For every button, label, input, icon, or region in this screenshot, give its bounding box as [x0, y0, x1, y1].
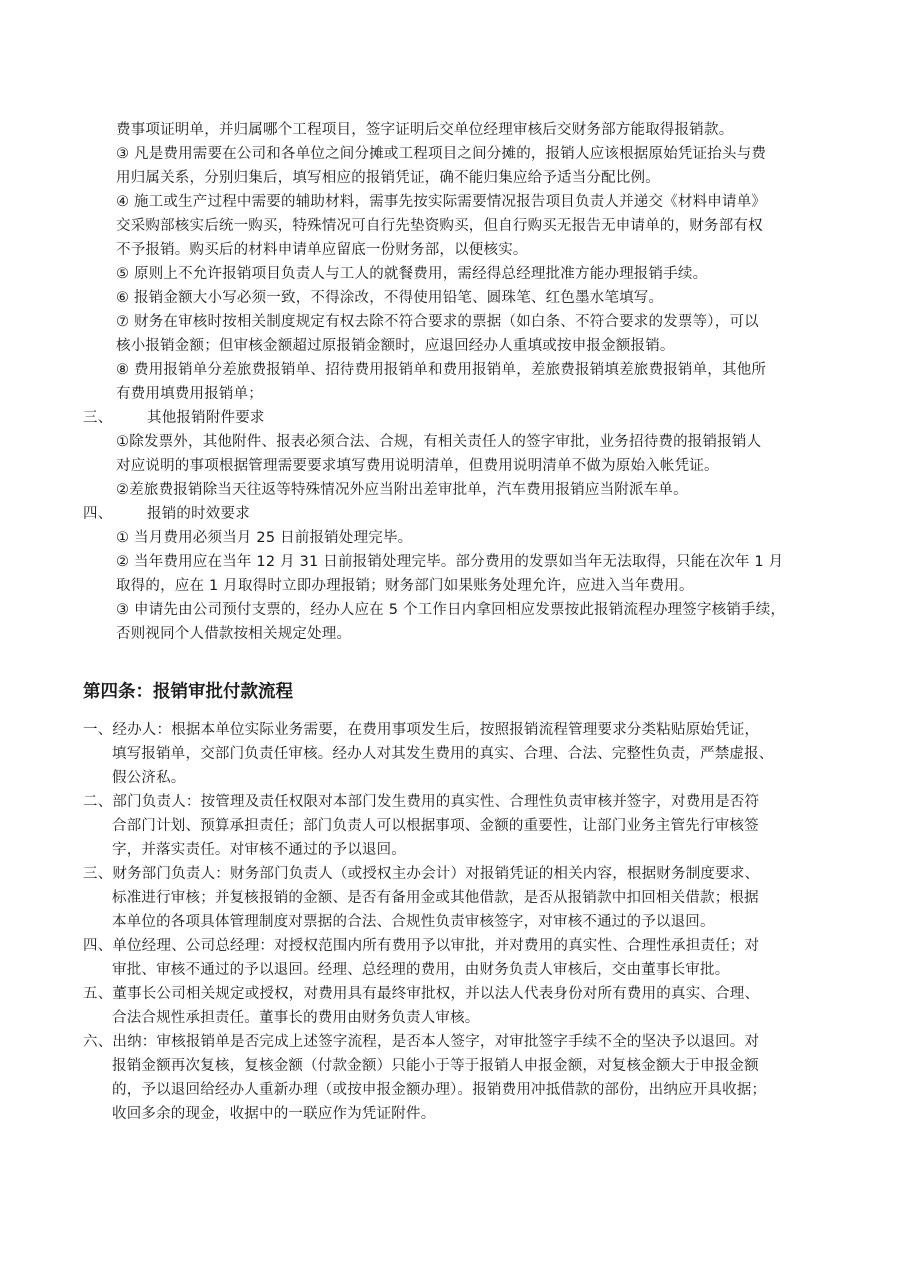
paragraph-line: 交采购部核实后统一购买，特殊情况可自行先垫资购买，但自行购买无报告无申请单的，财务部有权 — [116, 218, 763, 234]
paragraph-line: 三、财务部门负责人：财务部门负责人（或授权主办会计）对报销凭证的相关内容，根据财务制度要求、 — [83, 866, 760, 882]
section-title: 其他报销附件要求 — [147, 410, 265, 426]
paragraph-line: 费事项证明单，并归属哪个工程项目，签字证明后交单位经理审核后交财务部方能取得报销款。 — [116, 122, 734, 138]
section-number: 三、 — [83, 410, 113, 426]
paragraph-line: 的，予以退回给经办人重新办理（或按申报金额办理）。报销费用冲抵借款的部份，出纳应开具收据； — [112, 1082, 767, 1098]
paragraph-line: 填写报销单，交部门负责任审核。经办人对其发生费用的真实、合理、合法、完整性负责，严禁虚报、 — [112, 746, 774, 762]
paragraph-line: ④ 施工或生产过程中需要的辅助材料，需事先按实际需要情况报告项目负责人并递交《材料申请单》 — [116, 194, 767, 210]
paragraph-line: ②差旅费报销除当天往返等特殊情况外应当附出差审批单，汽车费用报销应当附派车单。 — [116, 482, 688, 498]
paragraph-line: ③ 凡是费用需要在公司和各单位之间分摊或工程项目之间分摊的，报销人应该根据原始凭证抬头与费 — [116, 146, 767, 162]
paragraph-line: ⑦ 财务在审核时按相关制度规定有权去除不符合要求的票据（如白条、不符合要求的发票等），可以 — [116, 314, 759, 330]
paragraph-line: 一、经办人：根据本单位实际业务需要，在费用事项发生后，按照报销流程管理要求分类粘贴原始凭证， — [83, 722, 760, 738]
paragraph-line: 假公济私。 — [112, 770, 186, 786]
paragraph-line: ⑤ 原则上不允许报销项目负责人与工人的就餐费用，需经得总经理批准方能办理报销手续。 — [116, 266, 708, 282]
paragraph-line: 否则视同个人借款按相关规定处理。 — [116, 626, 352, 642]
paragraph-line: ⑧ 费用报销单分差旅费报销单、招待费用报销单和费用报销单，差旅费报销填差旅费报销单，其他所 — [116, 362, 767, 378]
paragraph-line: 报销金额再次复核，复核金额（付款金额）只能小于等于报销人申报金额，对复核金额大于申报金额 — [112, 1058, 759, 1074]
paragraph-line: 二、部门负责人：按管理及责任权限对本部门发生费用的真实性、合理性负责审核并签字，对费用是否符 — [83, 794, 760, 810]
paragraph-line: 字，并落实责任。对审核不通过的予以退回。 — [112, 842, 406, 858]
section-number: 四、 — [83, 506, 113, 522]
paragraph-line: 有费用填费用报销单； — [116, 386, 263, 402]
paragraph-line: 收回多余的现金，收据中的一联应作为凭证附件。 — [112, 1106, 436, 1122]
paragraph-line: 不予报销。购买后的材料申请单应留底一份财务部，以便核实。 — [116, 242, 528, 258]
article-heading: 第四条：报销审批付款流程 — [83, 682, 293, 702]
paragraph-line: 合法合规性承担责任。董事长的费用由财务负责人审核。 — [112, 1010, 480, 1026]
paragraph-line: 五、董事长公司相关规定或授权，对费用具有最终审批权，并以法人代表身份对所有费用的真实、合理、 — [83, 986, 760, 1002]
paragraph-line: 四、单位经理、公司总经理：对授权范围内所有费用予以审批，并对费用的真实性、合理性承担责任；对 — [83, 938, 760, 954]
paragraph-line: 审批、审核不通过的予以退回。经理、总经理的费用，由财务负责人审核后，交由董事长审批。 — [112, 962, 730, 978]
paragraph-line: 本单位的各项具体管理制度对票据的合法、合规性负责审核签字，对审核不通过的予以退回。 — [112, 914, 715, 930]
paragraph-line: 用归属关系，分别归集后，填写相应的报销凭证，确不能归集应给予适当分配比例。 — [116, 170, 660, 186]
paragraph-line: ② 当年费用应在当年 12 月 31 日前报销处理完毕。部分费用的发票如当年无法取得，只能在次年 1 月 — [116, 554, 784, 570]
paragraph-line: 合部门计划、预算承担责任；部门负责人可以根据事项、金额的重要性，让部门业务主管先行审核签 — [112, 818, 759, 834]
paragraph-line: ③ 申请先由公司预付支票的，经办人应在 5 个工作日内拿回相应发票按此报销流程办理签字核销手续， — [116, 602, 786, 618]
section-title: 报销的时效要求 — [147, 506, 250, 522]
paragraph-line: ⑥ 报销金额大小写必须一致，不得涂改，不得使用铅笔、圆珠笔、红色墨水笔填写。 — [116, 290, 664, 306]
paragraph-line: 六、出纳：审核报销单是否完成上述签字流程，是否本人签字，对审批签字手续不全的坚决予以退回。对 — [83, 1034, 760, 1050]
paragraph-line: 对应说明的事项根据管理需要要求填写费用说明清单，但费用说明清单不做为原始入帐凭证。 — [116, 458, 719, 474]
paragraph-line: 取得的，应在 1 月取得时立即办理报销；财务部门如果账务处理允许，应进入当年费用。 — [116, 578, 694, 594]
paragraph-line: ① 当月费用必须当月 25 日前报销处理完毕。 — [116, 530, 413, 546]
paragraph-line: 标准进行审核；并复核报销的金额、是否有备用金或其他借款，是否从报销款中扣回相关借款；根据 — [112, 890, 759, 906]
paragraph-line: 核小报销金额；但审核金额超过原报销金额时，应退回经办人重填或按申报金额报销。 — [116, 338, 675, 354]
paragraph-line: ①除发票外，其他附件、报表必须合法、合规，有相关责任人的签字审批，业务招待费的报销报销人 — [116, 434, 762, 450]
